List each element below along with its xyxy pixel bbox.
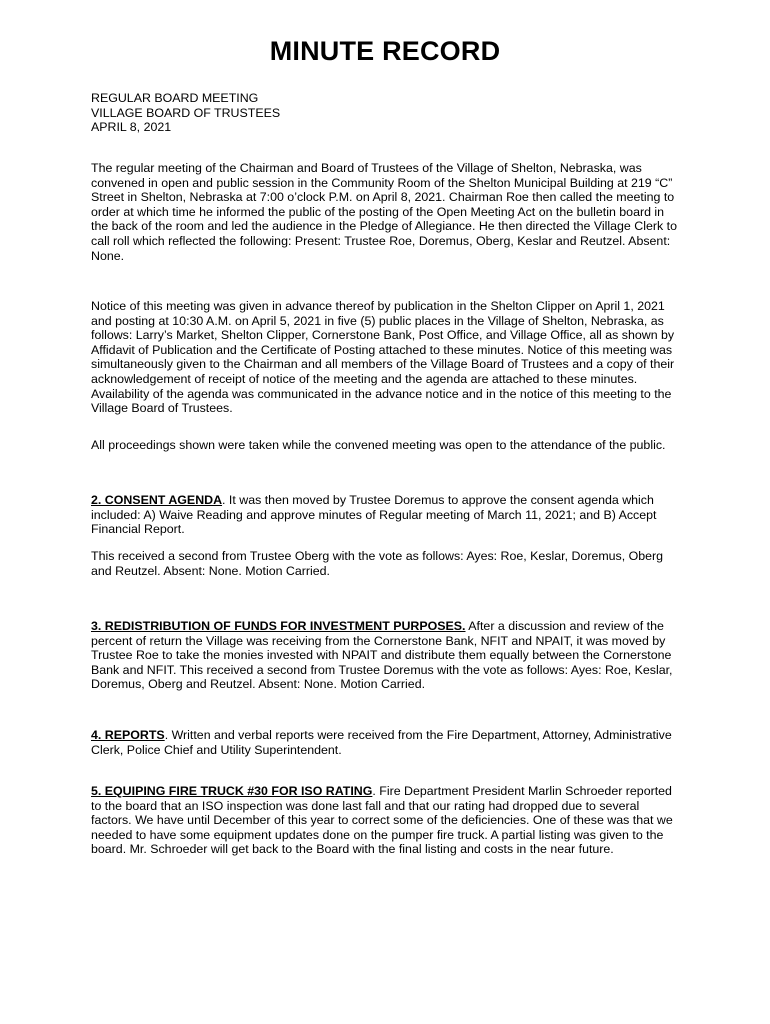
opening-paragraph: The regular meeting of the Chairman and Board of Trustees of the Village of Shelton, Nebraska, was convened in open and public session in the Community Room of the Shelton Municipal Building at 219 “C” Street in Shelton, Nebraska at 7:00 o’clock P.M. on April 8, 2021. Chairman Roe then called the meeting to order at which time he informed the public of the posting of the Open Meeting Act on the bulletin board in the back of the room and led the audience in the Pledge of Allegiance. He then directed the Village Clerk to call roll which reflected the following: Present: Trustee Roe, Doremus, Oberg, Keslar and Reutzel. Absent: None. [91, 161, 677, 263]
board-name: VILLAGE BOARD OF TRUSTEES [91, 105, 281, 120]
reports-item [91, 728, 683, 757]
document-title: MINUTE RECORD [269, 36, 501, 66]
consent-agenda-item [91, 493, 683, 537]
consent-agenda-vote: This received a second from Trustee Oberg with the vote as follows: Ayes: Roe, Keslar, Doremus, Oberg and Reutzel. Absent: None. Motion Carried. [91, 549, 664, 578]
fire-truck-item [91, 784, 683, 857]
redistribution-item [91, 619, 683, 692]
reports-text: . Written and verbal reports were received from the Fire Department, Attorney, Administrative Clerk, Police Chief and Utility Superintendent. [91, 728, 672, 757]
consent-agenda-text: . It was then moved by Trustee Doremus to approve the consent agenda which included: A) Waive Reading and approve minutes of Regular meeting of March 11, 2021; and B) Accept Financial Report. [91, 493, 657, 537]
meeting-type: REGULAR BOARD MEETING [91, 91, 259, 105]
consent-agenda-heading: 2. CONSENT AGENDA [91, 493, 223, 507]
meeting-date: APRIL 8, 2021 [91, 120, 172, 135]
redistribution-heading: 3. REDISTRIBUTION OF FUNDS FOR INVESTMENT PURPOSES. [91, 619, 466, 633]
redistribution-text: After a discussion and review of the percent of return the Village was receiving from the Cornerstone Bank, NFIT and NPAIT, it was moved by Trustee Roe to take the monies invested with NPAIT and distribute them equally between the Cornerstone Bank and NFIT. This received a second from Trustee Doremus with the vote as follows: Ayes: Roe, Keslar, Doremus, Oberg and Reutzel. Absent: None. Motion Carried. [91, 619, 673, 692]
fire-truck-text: . Fire Department President Marlin Schroeder reported to the board that an ISO inspection was done last fall and that our rating had dropped due to several factors. We have until December of this year to correct some of the deficiencies. One of these was that we needed to have some equipment updates done on the pumper fire truck. A partial listing was given to the board. Mr. Schroeder will get back to the Board with the final listing and costs in the near future. [91, 784, 673, 857]
meeting-header [91, 91, 280, 135]
notice-paragraph: Notice of this meeting was given in advance thereof by publication in the Shelton Clipper on April 1, 2021 and posting at 10:30 A.M. on April 5, 2021 in five (5) public places in the Village of Shelton, Nebraska, as follows: Larry’s Market, Shelton Clipper, Cornerstone Bank, Post Office, and Village Office, all as shown by Affidavit of Publication and the Certificate of Posting attached to these minutes. Notice of this meeting was simultaneously given to the Chairman and all members of the Village Board of Trustees and a copy of their acknowledgement of receipt of notice of the meeting and the agenda are attached to these minutes. Availability of the agenda was communicated in the advance notice and in the notice of this meeting to the Village Board of Trustees. [91, 299, 675, 416]
fire-truck-heading: 5. EQUIPING FIRE TRUCK #30 FOR ISO RATING [91, 784, 373, 798]
proceedings-paragraph: All proceedings shown were taken while the convened meeting was open to the attendance of the public. [91, 438, 666, 452]
reports-heading: 4. REPORTS [91, 728, 165, 742]
